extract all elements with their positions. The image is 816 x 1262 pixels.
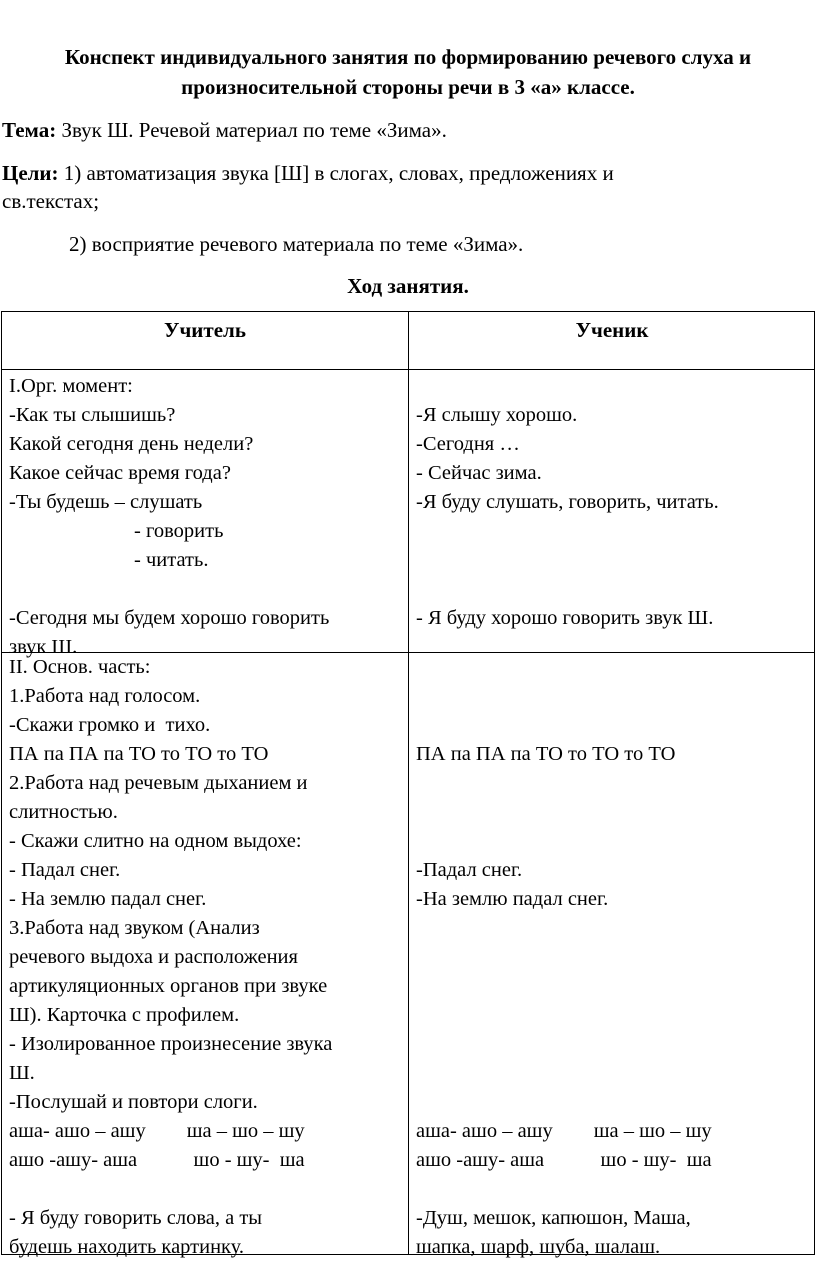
table-line: ПА па ПА па ТО то ТО то ТО <box>416 743 676 765</box>
table-line: ПА па ПА па ТО то ТО то ТО <box>9 743 269 765</box>
title-line-2: произносительной стороны речи в 3 «а» классе. <box>181 75 635 99</box>
table-line: будешь находить картинку. <box>9 1236 245 1258</box>
table-line <box>9 575 329 604</box>
lesson-heading: Ход занятия. <box>347 274 469 298</box>
table-line: аша- ашо – ашу ша – шо – шу <box>416 1120 712 1142</box>
table-line: аша- ашо – ашу ша – шо – шу <box>9 1120 305 1142</box>
goals-label: Цели: <box>2 161 59 185</box>
table-line: -Падал снег. <box>416 859 523 881</box>
table-line: -Ты будешь – слушать <box>9 491 203 513</box>
table-line: 1.Работа над голосом. <box>9 685 201 707</box>
table-line: - говорить <box>134 520 224 542</box>
table-line: I.Орг. момент: <box>9 375 133 397</box>
table-line <box>416 1088 712 1117</box>
table-line: Какое сейчас время года? <box>9 462 231 484</box>
document-title <box>0 42 816 102</box>
theme-paragraph <box>2 116 447 144</box>
table-line <box>416 943 712 972</box>
table-line: -Послушай и повтори слоги. <box>9 1091 258 1113</box>
table-line <box>416 653 712 682</box>
table-line <box>416 372 719 401</box>
goals-line-2: св.текстах; <box>2 189 100 213</box>
table-line <box>9 1175 332 1204</box>
table-line: - читать. <box>134 549 209 571</box>
table-line: - Я буду хорошо говорить звук Ш. <box>416 607 714 629</box>
table-line <box>416 682 712 711</box>
table-line <box>416 546 719 575</box>
column-divider <box>408 312 409 1254</box>
goals-paragraph <box>2 159 614 187</box>
table-line: - Падал снег. <box>9 859 121 881</box>
table-line <box>416 1030 712 1059</box>
table-line: звук Ш. <box>9 636 78 658</box>
table-line: слитностью. <box>9 801 118 823</box>
table-line: - Я буду говорить слова, а ты <box>9 1207 263 1229</box>
table-line: 2.Работа над речевым дыханием и <box>9 772 308 794</box>
table-line: II. Основ. часть: <box>9 656 151 678</box>
main-part-teacher-cell <box>9 653 332 1262</box>
table-line: -Как ты слышишь? <box>9 404 176 426</box>
teacher-column-header: Учитель <box>164 318 246 342</box>
table-line: -Скажи громко и тихо. <box>9 714 211 736</box>
goals-line-1: 1) автоматизация звука [Ш] в слогах, словах, предложениях и <box>58 161 614 185</box>
table-line: -Душ, мешок, капюшон, Маша, <box>416 1207 691 1229</box>
main-part-student-cell <box>416 653 712 1262</box>
table-line: -Сегодня … <box>416 433 520 455</box>
table-line: -Я буду слушать, говорить, читать. <box>416 491 719 513</box>
table-line <box>416 769 712 798</box>
org-moment-student-cell <box>416 372 719 633</box>
header-row-divider <box>2 369 814 370</box>
table-line: артикуляционных органов при звуке <box>9 975 328 997</box>
table-line: - Скажи слитно на одном выдохе: <box>9 830 302 852</box>
table-line: Ш). Карточка с профилем. <box>9 1004 240 1026</box>
table-line: ашо -ашу- аша шо - шу- ша <box>9 1149 305 1171</box>
table-line <box>416 1059 712 1088</box>
theme-text: Звук Ш. Речевой материал по теме «Зима». <box>56 118 447 142</box>
table-line <box>416 575 719 604</box>
table-line <box>416 914 712 943</box>
goals-line-3: 2) восприятие речевого материала по теме «Зима». <box>69 232 524 256</box>
table-line: ашо -ашу- аша шо - шу- ша <box>416 1149 712 1171</box>
table-line <box>416 711 712 740</box>
table-line: - На землю падал снег. <box>9 888 207 910</box>
table-line <box>416 1175 712 1204</box>
title-line-1: Конспект индивидуального занятия по формированию речевого слуха и <box>64 45 752 69</box>
theme-label: Тема: <box>2 118 57 142</box>
table-line <box>416 972 712 1001</box>
table-line: -На землю падал снег. <box>416 888 609 910</box>
table-line: шапка, шарф, шуба, шалаш. <box>416 1236 661 1258</box>
table-line: - Сейчас зима. <box>416 462 542 484</box>
table-line: -Сегодня мы будем хорошо говорить <box>9 607 330 629</box>
student-column-header: Ученик <box>575 318 649 342</box>
org-moment-teacher-cell <box>9 372 329 662</box>
table-line <box>416 798 712 827</box>
table-line <box>416 827 712 856</box>
table-line: -Я слышу хорошо. <box>416 404 578 426</box>
table-line <box>416 517 719 546</box>
table-line: речевого выдоха и расположения <box>9 946 298 968</box>
table-line: Какой сегодня день недели? <box>9 433 254 455</box>
table-line: Ш. <box>9 1062 35 1084</box>
table-line: 3.Работа над звуком (Анализ <box>9 917 260 939</box>
lesson-table <box>1 311 815 1258</box>
table-line <box>416 1001 712 1030</box>
table-line: - Изолированное произнесение звука <box>9 1033 333 1055</box>
